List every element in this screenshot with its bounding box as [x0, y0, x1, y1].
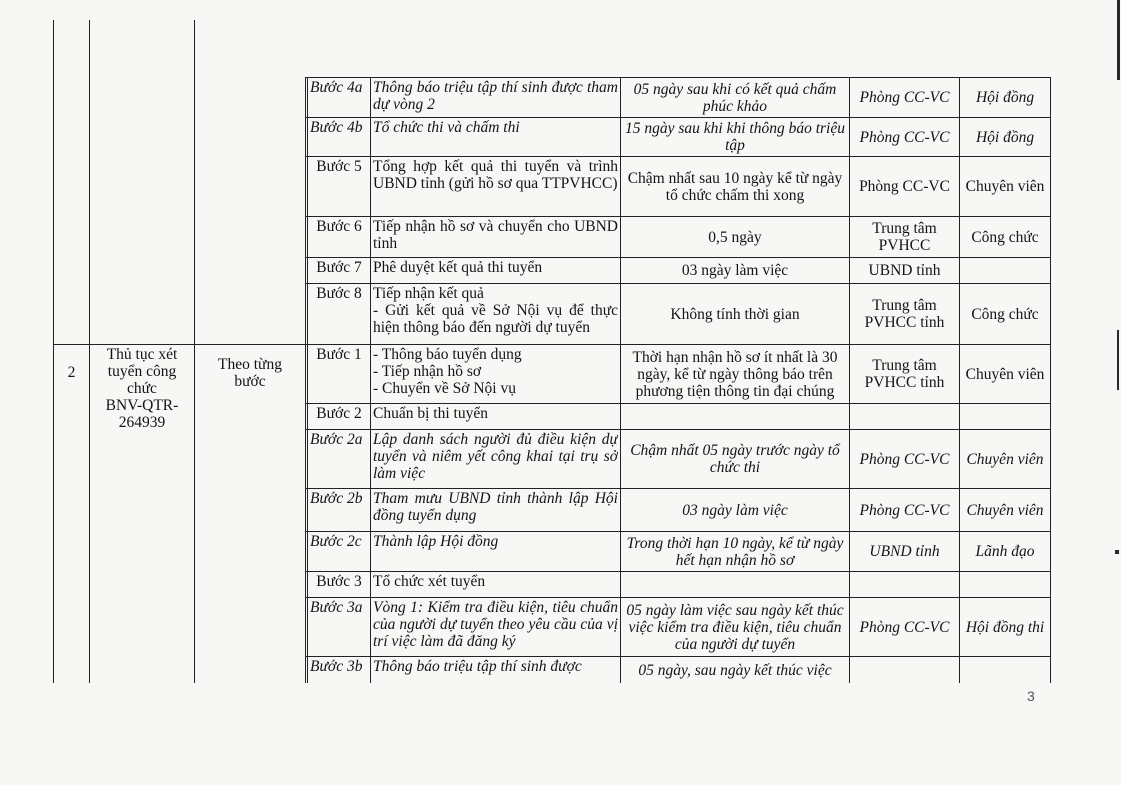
step-content-text: Tham mưu UBND tỉnh thành lập Hội đồng tuyển dụng	[373, 490, 618, 524]
step-content	[373, 573, 618, 596]
responsible-unit	[852, 285, 957, 343]
step-content-line: Tiếp nhận kết quả	[373, 285, 484, 302]
step-content-line: - Chuyển về Sở Nội vụ	[373, 380, 516, 397]
step-duration	[623, 405, 847, 428]
responsible-person-text: Chuyên viên	[965, 178, 1045, 195]
step-content	[373, 405, 618, 428]
table-rule	[370, 77, 371, 683]
step-content-text: Chuẩn bị thi tuyển	[373, 405, 488, 422]
responsible-person-text: Lãnh đạo	[975, 543, 1035, 560]
responsible-unit	[852, 658, 957, 682]
responsible-unit	[852, 533, 957, 570]
step-content-line: - Tiếp nhận hồ sơ	[373, 363, 482, 380]
responsible-person	[962, 533, 1048, 570]
responsible-unit	[852, 405, 957, 428]
table-rule	[305, 257, 1051, 258]
step-content	[373, 533, 618, 570]
procedure-name-line: Thủ tục xét	[106, 346, 178, 363]
table-rule	[620, 77, 621, 683]
step-duration	[623, 285, 847, 343]
table-rule	[849, 77, 850, 683]
table-rule	[307, 77, 308, 683]
step-label-text: Bước 4a	[310, 79, 363, 96]
responsible-person	[962, 79, 1048, 116]
responsible-unit	[852, 490, 957, 530]
step-label-text: Bước 2	[316, 405, 362, 422]
procedure-index	[56, 346, 87, 399]
step-duration	[623, 573, 847, 596]
responsible-unit-text: Phòng CC-VC	[859, 501, 950, 519]
scan-edge-mark	[1115, 550, 1119, 554]
responsible-person	[962, 218, 1048, 256]
step-label	[310, 533, 368, 570]
responsible-unit	[852, 218, 957, 256]
step-content-line: - Thông báo tuyển dụng	[373, 346, 522, 363]
step-duration	[623, 346, 847, 402]
step-label	[310, 119, 368, 155]
responsible-person-text: Chuyên viên	[966, 450, 1044, 468]
procedure-index-text: 2	[67, 364, 76, 381]
step-duration-text: 05 ngày làm việc sau ngày kết thúc việc kiểm tra điều kiện, tiêu chuẩn của người dự tuyển	[626, 601, 844, 653]
step-content-text: Tổ chức xét tuyển	[373, 573, 486, 590]
responsible-person-text: Chuyên viên	[965, 365, 1045, 383]
step-label	[310, 285, 368, 343]
responsible-unit	[852, 599, 957, 655]
responsible-person-text: Chuyên viên	[966, 501, 1044, 519]
step-duration-text: 0,5 ngày	[708, 228, 762, 246]
table-rule	[1050, 77, 1051, 683]
scan-edge-mark	[1117, 330, 1119, 390]
table-rule	[305, 156, 1051, 157]
responsible-person	[962, 119, 1048, 155]
responsible-unit-text: Phòng CC-VC	[859, 89, 950, 106]
table-rule	[305, 77, 306, 683]
step-content-text: Lập danh sách người đủ điều kiện dự tuyển và niêm yết công khai tại trụ sở làm việc	[373, 431, 618, 482]
step-content	[373, 658, 618, 682]
responsible-person-text: Công chức	[971, 228, 1039, 246]
step-duration	[623, 490, 847, 530]
responsible-person	[962, 573, 1048, 596]
page-number: 3	[1027, 688, 1035, 704]
procedure-method-line: bước	[234, 373, 266, 390]
step-label	[310, 259, 368, 282]
step-label	[310, 79, 368, 116]
responsible-person	[962, 158, 1048, 215]
step-content-text: Thành lập Hội đồng	[373, 533, 499, 550]
responsible-person	[962, 405, 1048, 428]
step-label	[310, 431, 368, 487]
table-rule	[305, 597, 1051, 598]
step-duration	[623, 119, 847, 155]
step-duration	[623, 599, 847, 655]
step-duration	[623, 79, 847, 116]
scan-edge-mark	[1117, 0, 1120, 80]
step-label	[310, 405, 368, 428]
step-content-text: Vòng 1: Kiểm tra điều kiện, tiêu chuẩn của người dự tuyển theo yêu cầu của vị trí việc làm đã đăng ký	[373, 599, 618, 650]
step-label-text: Bước 7	[316, 259, 362, 276]
responsible-person-text: Hội đồng thi	[965, 618, 1045, 636]
responsible-unit	[852, 79, 957, 116]
step-label-text: Bước 1	[316, 346, 362, 363]
step-content	[373, 490, 618, 530]
step-content	[373, 431, 618, 487]
step-duration-text: Không tính thời gian	[670, 305, 800, 323]
step-duration-text: 03 ngày làm việc	[682, 501, 788, 519]
table-rule	[305, 403, 1051, 404]
step-label-text: Bước 3b	[310, 658, 363, 675]
responsible-unit	[852, 573, 957, 596]
step-content	[373, 79, 618, 116]
procedure-name	[92, 346, 192, 456]
responsible-unit-text: Phòng CC-VC	[859, 618, 950, 636]
step-content	[373, 119, 618, 155]
procedure-name-line: 264939	[118, 414, 166, 431]
responsible-person	[962, 431, 1048, 487]
table-rule	[305, 117, 1051, 118]
responsible-unit-text: Trung tâm PVHCC tỉnh	[864, 357, 945, 391]
step-content	[373, 285, 618, 343]
responsible-person-text: Hội đồng	[975, 89, 1035, 106]
step-content	[373, 218, 618, 256]
table-rule	[53, 344, 306, 345]
step-duration	[623, 158, 847, 215]
step-content-text: Tổ chức thi và chấm thi	[373, 119, 520, 136]
step-content-text: Tổng hợp kết quả thi tuyển và trình UBND tỉnh (gửi hồ sơ qua TTPVHCC)	[373, 158, 618, 192]
responsible-person	[962, 285, 1048, 343]
step-duration-text: Trong thời hạn 10 ngày, kể từ ngày hết hạn nhận hồ sơ	[626, 534, 844, 569]
responsible-person	[962, 346, 1048, 402]
procedure-name-line: BNV-QTR-	[105, 397, 179, 414]
step-content	[373, 599, 618, 655]
step-content-text: Thông báo triệu tập thí sinh được tham dự vòng 2	[373, 79, 618, 113]
step-duration-text: Chậm nhất 05 ngày trước ngày tổ chức thi	[630, 442, 840, 476]
table-rule	[305, 344, 1051, 345]
step-duration-text: 05 ngày sau khi có kết quả chấm phúc khảo	[633, 80, 837, 115]
table-rule	[305, 571, 1051, 572]
step-label	[310, 158, 368, 215]
step-label	[310, 346, 368, 402]
step-label	[310, 599, 368, 655]
responsible-person	[962, 490, 1048, 530]
step-label-text: Bước 2b	[310, 490, 363, 507]
responsible-unit	[852, 431, 957, 487]
step-duration	[623, 218, 847, 256]
responsible-unit-text: Phòng CC-VC	[859, 178, 950, 195]
step-label	[310, 490, 368, 530]
responsible-unit	[852, 158, 957, 215]
procedure-name-line: chức	[127, 380, 157, 397]
table-rule	[305, 77, 1051, 78]
step-content-text: Phê duyệt kết quả thi tuyển	[373, 259, 543, 276]
step-content	[373, 346, 618, 402]
step-label	[310, 658, 368, 682]
responsible-person	[962, 259, 1048, 282]
responsible-unit	[852, 259, 957, 282]
responsible-unit-text: UBND tỉnh	[869, 543, 940, 560]
step-label-text: Bước 2a	[310, 431, 363, 448]
responsible-unit-text: UBND tỉnh	[868, 262, 941, 279]
responsible-unit-text: Phòng CC-VC	[859, 450, 950, 468]
step-label-text: Bước 6	[316, 218, 362, 235]
step-duration-text: Thời hạn nhận hồ sơ ít nhất là 30 ngày, kể từ ngày thông báo trên phương tiện thông tin đại chúng	[632, 348, 838, 400]
step-label-text: Bước 2c	[310, 533, 362, 550]
table-rule	[305, 531, 1051, 532]
table-rule	[305, 216, 1051, 217]
step-label-text: Bước 5	[316, 158, 362, 175]
step-content-text: Tiếp nhận hồ sơ và chuyển cho UBND tỉnh	[373, 218, 618, 252]
step-label	[310, 218, 368, 256]
step-duration-text: 15 ngày sau khi khi thông báo triệu tập	[625, 120, 845, 154]
responsible-unit-text: Trung tâm PVHCC	[872, 220, 937, 254]
step-label	[310, 573, 368, 596]
step-duration-text: 03 ngày làm việc	[681, 262, 789, 279]
step-content	[373, 259, 618, 282]
table-rule	[89, 20, 90, 683]
table-rule	[305, 488, 1051, 489]
table-rule	[305, 656, 1051, 657]
procedure-method-line: Theo từng	[218, 356, 282, 373]
step-content	[373, 158, 618, 215]
step-duration-text: Chậm nhất sau 10 ngày kể từ ngày tổ chức chấm thi xong	[627, 169, 843, 204]
procedure-name-line: tuyển công	[107, 363, 177, 380]
responsible-unit	[852, 119, 957, 155]
table-rule	[959, 77, 960, 683]
step-duration-text: 05 ngày, sau ngày kết thúc việc	[638, 661, 832, 679]
step-duration	[623, 658, 847, 682]
responsible-unit	[852, 346, 957, 402]
step-label-text: Bước 3a	[310, 599, 363, 616]
responsible-person	[962, 599, 1048, 655]
step-label-text: Bước 3	[316, 573, 362, 590]
responsible-unit-text: Phòng CC-VC	[859, 128, 950, 146]
table-rule	[305, 283, 1051, 284]
step-duration	[623, 431, 847, 487]
step-label-text: Bước 4b	[310, 119, 363, 136]
responsible-unit-text: Trung tâm PVHCC tỉnh	[864, 297, 945, 331]
table-rule	[194, 20, 195, 683]
table-rule	[53, 20, 54, 683]
responsible-person-text: Hội đồng	[975, 128, 1035, 146]
step-duration	[623, 259, 847, 282]
table-rule	[305, 429, 1051, 430]
step-content-text: Thông báo triệu tập thí sinh được	[373, 658, 582, 675]
step-content-line: - Gửi kết quả về Sở Nội vụ để thực hiện thông báo đến người dự tuyển	[373, 302, 618, 336]
responsible-person-text: Công chức	[971, 305, 1039, 323]
procedure-method	[197, 356, 303, 409]
step-duration	[623, 533, 847, 570]
responsible-person	[962, 658, 1048, 682]
step-label-text: Bước 8	[316, 285, 362, 302]
